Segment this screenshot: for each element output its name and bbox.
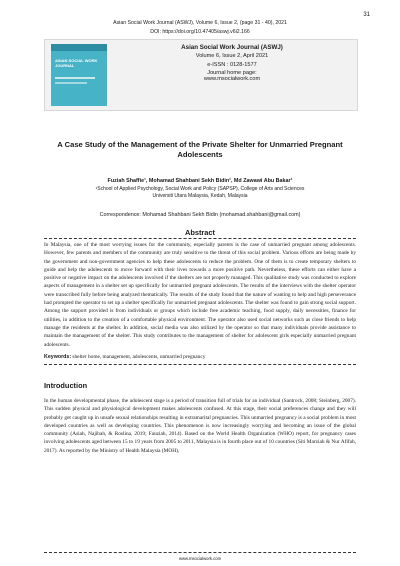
author-affiliation [20, 186, 380, 200]
abstract-text: In Malaysia, one of the most worrying issues for the community, especially parents is the case of unmarried pregnant among adolescents. However, few parents and members of the community are truly sensitive to the threat of this social problem. Various efforts are being made by the government and non-government agencies to help these adolescents to reduce the problem. One of them is to create temporary shelters to guide and help the adolescents to move forward with their lives towards a more positive path. Nevertheless, these efforts can either have a positive or negative impact on the adolescents involved if the shelters are not properly managed. This qualitative study was conducted to explore aspects of management in a shelter set up specifically for unmarried pregnant adolescents. The results of the interviews with the shelter operator were transcribed fully before being analyzed thematically. The results of the study found that the nature of wanting to help and high perseverance had prompted the operator to set up a shelter specifically for unmarried pregnant adolescents. The shelter was found to gain strong social support. Among the support provided is from individuals or groups which include free academic teaching, food supply, daily necessities, finance for utilities, in addition to the creation of a comfortable physical environment. The operator also used social networks such as close friends to help manage the residents at the shelter. In addition, social media was also utilized by the operator so that many individuals provide assistance to maintain the management of the shelter. This study contributes to the management of shelter for adolescent girls especially unmarried pregnant adolescents. [44, 242, 356, 348]
citation-line: Asian Social Work Journal (ASWJ), Volume 6, Issue 2, (page 31 - 40), 2021 [113, 20, 287, 26]
journal-banner [44, 39, 358, 111]
divider [44, 238, 356, 239]
cover-decoration [55, 82, 87, 84]
cover-stripe [51, 44, 107, 51]
journal-cover-image [51, 44, 107, 106]
introduction-text: In the human developmental phase, the adolescent stage is a period of transition full of trials for an individual (Santrock, 2008; Steinberg, 2007). This sudden physical and physiological development makes adolescents confused. At this stage, their social preferences change and they will probably get caught up in unsafe sexual relationships resulting in extramarital pregnancies. This unmarried pregnancy is a social problem in most developed countries as well as developing countries. This phenomenon is now increasingly worrying and becoming an issue of the global community (Asiah, Najibah, & Roslina, 2019; Fauziah, 2014). Based on the World Health Organization (WHO) report, for pregnancy cases involving adolescents aged between 15 to 19 years from 2005 to 2011, Malaysia is in fourth place out of 10 countries (Siti Marziah & Nur Afifah, 2017). As reported by the Ministry of Health Malaysia (MOH), [44, 398, 356, 454]
journal-homepage-label: Journal home page: [207, 70, 257, 76]
introduction-heading: Introduction [44, 381, 88, 390]
doi-line[interactable]: DOI: https://doi.org/10.47405/aswj.v6i2.166 [150, 29, 250, 35]
keywords [44, 354, 356, 360]
page-number: 31 [363, 12, 370, 18]
divider [44, 552, 356, 553]
article-title: A Case Study of the Management of the Private Shelter for Unmarried Pregnant Adolescents [57, 140, 343, 159]
keywords-label: Keywords: [44, 354, 72, 360]
affiliation-line: Universiti Utara Malaysia, Kedah, Malaysia [152, 193, 248, 199]
keywords-list: shelter home, management, adolescents, unmarried pregnancy [71, 354, 206, 360]
divider [44, 364, 356, 365]
journal-name: Asian Social Work Journal (ASWJ) [181, 44, 283, 51]
affiliation-line: ¹School of Applied Psychology, Social Work and Policy (SAPSP), College of Arts and Sciences [95, 186, 305, 192]
author-list: Fuziah Shaffie¹, Mohamad Shahbani Sekh Bidin¹, Md Zawawi Abu Bakar¹ [107, 178, 293, 184]
cover-decoration [55, 77, 95, 79]
abstract-heading: Abstract [185, 228, 215, 237]
footer-link[interactable]: www.msocialwork.com [178, 556, 222, 561]
cover-title: ASIAN SOCIAL WORK JOURNAL [55, 58, 98, 68]
journal-info [111, 43, 353, 83]
correspondence: Correspondence: Mohamad Shahbani Sekh Bidin (mohamad.shahbani@gmail.com) [99, 212, 301, 218]
journal-eissn: e-ISSN : 0128-1577 [207, 62, 257, 68]
journal-homepage-link[interactable]: www.msocialwork.com [203, 76, 261, 82]
journal-volume: Volume 6, Issue 2, April 2021 [195, 53, 269, 59]
